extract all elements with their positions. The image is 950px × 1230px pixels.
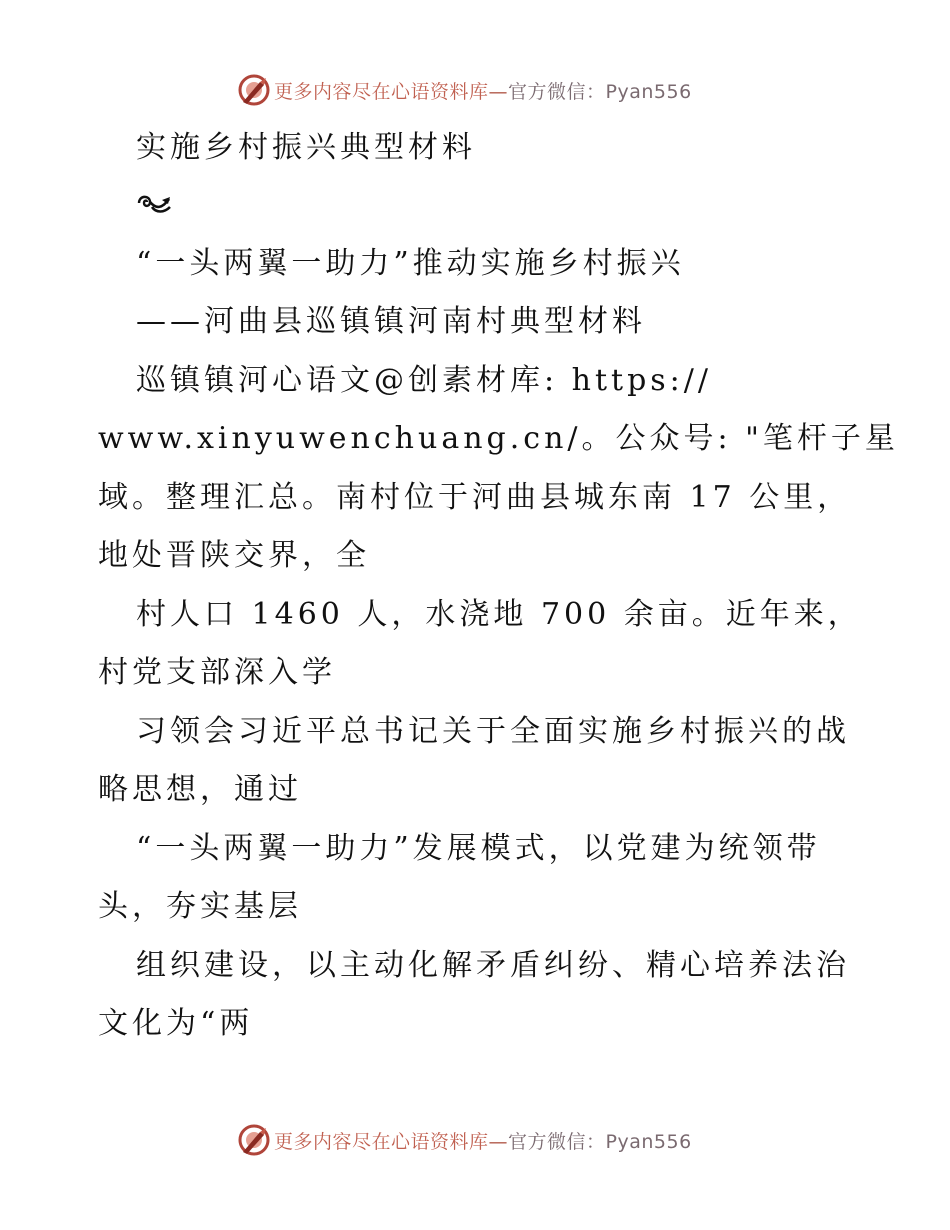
body-line: 地处晋陕交界，全 (98, 538, 370, 573)
pen-logo-icon (236, 1122, 272, 1158)
body-line: 村人口 1460 人，水浇地 700 余亩。近年来， (136, 597, 862, 632)
banner-brand: 更多内容尽在心语资料库 (274, 80, 489, 103)
body-line: 文化为“两 (98, 1006, 254, 1041)
banner-contact: 官方微信：Pyan556 (508, 80, 692, 103)
heading-main: “一头两翼一助力”推动实施乡村振兴 (136, 246, 685, 281)
body-line: 域。整理汇总。南村位于河曲县城东南 17 公里， (98, 480, 852, 515)
body-line: 习领会习近平总书记关于全面实施乡村振兴的战 (136, 714, 850, 749)
body-line: 略思想，通过 (98, 772, 302, 807)
banner-separator: — (488, 80, 509, 103)
heading-sub: ——河曲县巡镇镇河南村典型材料 (136, 304, 646, 339)
body-line: 组织建设，以主动化解矛盾纠纷、精心培养法治 (136, 948, 850, 983)
banner-text (274, 1127, 692, 1154)
footer-banner (0, 1120, 950, 1160)
body-line: 头，夯实基层 (98, 889, 302, 924)
pen-logo-icon (236, 72, 272, 108)
body-line: “一头两翼一助力”发展模式，以党建为统领带 (136, 831, 821, 866)
banner-text (274, 77, 692, 104)
banner-brand: 更多内容尽在心语资料库 (274, 1130, 489, 1153)
document-title: 实施乡村振兴典型材料 (136, 130, 476, 165)
banner-separator: — (488, 1130, 509, 1153)
decorative-swirl-icon (136, 191, 172, 217)
banner-contact: 官方微信：Pyan556 (508, 1130, 692, 1153)
body-line: www.xinyuwenchuang.cn/。公众号: "笔杆子星 (98, 421, 899, 456)
body-line: 巡镇镇河心语文@创素材库: https:// (136, 363, 712, 398)
body-line: 村党支部深入学 (98, 655, 336, 690)
header-banner (0, 70, 950, 110)
